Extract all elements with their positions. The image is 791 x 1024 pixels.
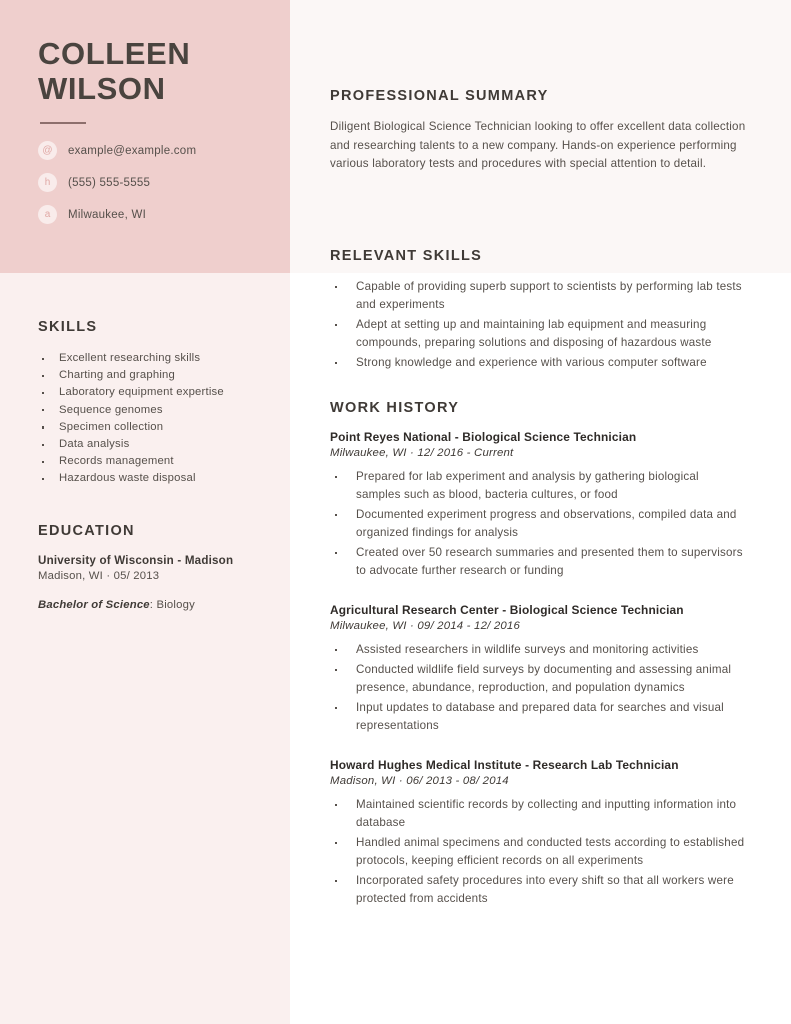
education-school: University of Wisconsin - Madison <box>38 553 234 567</box>
list-item: Assisted researchers in wildlife surveys and monitoring activities <box>330 641 746 659</box>
education-degree <box>38 599 266 611</box>
name-divider <box>40 122 86 124</box>
job-title: Point Reyes National - Biological Science Technician <box>330 429 637 444</box>
relevant-skills-list <box>330 278 746 372</box>
sidebar-body <box>0 273 290 611</box>
phone-value: (555) 555-5555 <box>68 176 151 189</box>
work-history-heading: WORK HISTORY <box>330 399 460 416</box>
job-bullets <box>330 796 746 908</box>
list-item: Input updates to database and prepared data for searches and visual representations <box>330 699 746 735</box>
list-item: Charting and graphing <box>38 367 266 384</box>
job-meta: Milwaukee, WI · 12/ 2016 - Current <box>330 446 514 459</box>
contact-list <box>38 141 260 224</box>
list-item: Prepared for lab experiment and analysis by gathering biological samples such as blood, bacteria cultures, or food <box>330 468 746 504</box>
list-item: Created over 50 research summaries and presented them to supervisors to advocate further research or funding <box>330 544 746 580</box>
contact-item-phone[interactable] <box>38 173 260 192</box>
email-value: example@example.com <box>68 144 197 157</box>
summary-heading: PROFESSIONAL SUMMARY <box>330 88 549 104</box>
main-inner <box>290 0 791 910</box>
list-item: Incorporated safety procedures into every shift so that all workers were protected from accidents <box>330 872 746 908</box>
job-title: Agricultural Research Center - Biological Science Technician <box>330 602 684 617</box>
contact-item-email[interactable] <box>38 141 260 160</box>
address-value: Milwaukee, WI <box>68 208 147 221</box>
work-entry-3 <box>330 758 746 908</box>
sidebar-header <box>0 0 290 273</box>
first-name: COLLEEN <box>38 36 191 71</box>
skills-list <box>38 350 266 488</box>
job-title: Howard Hughes Medical Institute - Research Lab Technician <box>330 757 679 772</box>
list-item: Maintained scientific records by collecting and inputting information into database <box>330 796 746 832</box>
section-spacer <box>330 374 746 400</box>
education-meta: Madison, WI · 05/ 2013 <box>38 569 160 582</box>
list-item: Hazardous waste disposal <box>38 470 266 487</box>
job-bullets <box>330 468 746 580</box>
list-item: Excellent researching skills <box>38 350 266 367</box>
list-item: Laboratory equipment expertise <box>38 384 266 401</box>
education-degree-field: : Biology <box>149 598 195 611</box>
education-degree-name: Bachelor of Science <box>38 598 150 611</box>
summary-text: Diligent Biological Science Technician looking to offer excellent data collection and researching talents to a new company. Hands-on experience performing various laboratory tests and procedures with special attention to detail. <box>330 120 746 170</box>
list-item: Data analysis <box>38 436 266 453</box>
list-item: Documented experiment progress and observations, compiled data and organized findings for analysis <box>330 506 746 542</box>
education-heading: EDUCATION <box>38 522 135 539</box>
section-spacer <box>38 488 266 523</box>
job-bullets <box>330 641 746 735</box>
list-item: Capable of providing superb support to scientists by performing lab tests and experiments <box>330 278 746 314</box>
list-item: Handled animal specimens and conducted tests according to established protocols, keeping efficient records on all experiments <box>330 834 746 870</box>
relevant-skills-heading: RELEVANT SKILLS <box>330 247 483 264</box>
sidebar <box>0 0 290 1024</box>
job-spacer <box>330 582 746 603</box>
page-title <box>38 36 260 106</box>
list-item: Sequence genomes <box>38 402 266 419</box>
list-item: Records management <box>38 453 266 470</box>
education-entry <box>38 554 266 611</box>
section-spacer <box>330 174 746 248</box>
main-content <box>290 0 791 1024</box>
skills-heading: SKILLS <box>38 319 98 335</box>
list-item: Adept at setting up and maintaining lab equipment and measuring compounds, preparing solutions and disposing of hazardous waste <box>330 316 746 352</box>
job-spacer <box>330 737 746 758</box>
list-item: Conducted wildlife field surveys by documenting and assessing animal presence, abundance, reproduction, and population dynamics <box>330 661 746 697</box>
job-meta: Milwaukee, WI · 09/ 2014 - 12/ 2016 <box>330 619 520 632</box>
list-item: Specimen collection <box>38 419 266 436</box>
last-name: WILSON <box>38 71 166 107</box>
contact-item-address[interactable] <box>38 205 260 224</box>
work-entry-2 <box>330 603 746 735</box>
job-meta: Madison, WI · 06/ 2013 - 08/ 2014 <box>330 774 509 787</box>
address-icon: a <box>38 205 57 224</box>
work-entry-1 <box>330 430 746 580</box>
list-item: Strong knowledge and experience with various computer software <box>330 354 746 372</box>
phone-icon: h <box>38 173 57 192</box>
email-icon: @ <box>38 141 57 160</box>
